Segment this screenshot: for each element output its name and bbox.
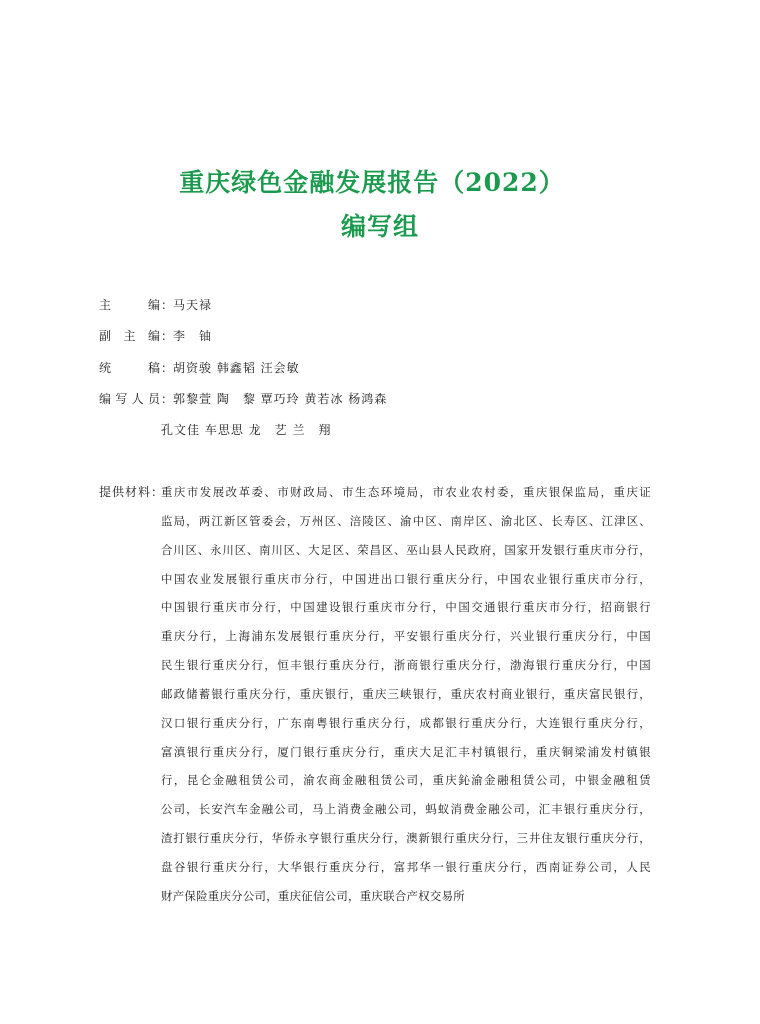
materials-line: 民生银行重庆分行，恒丰银行重庆分行，浙商银行重庆分行，渤海银行重庆分行，中国: [161, 658, 651, 673]
materials-section: [99, 484, 651, 911]
chief-editor-row: 主编 ： 马天禄: [99, 298, 213, 312]
materials-label: 提供材料：: [99, 485, 165, 499]
deputy-editor-row: 副主编 ： 李 铀: [99, 329, 213, 343]
materials-line: 盘谷银行重庆分行，大华银行重庆分行，富邦华一银行重庆分行，西南证券公司，人民: [161, 859, 651, 874]
writers-names-line1: 郭黎萱 陶 黎 覃巧玲 黄若冰 杨鸿森: [173, 392, 388, 406]
materials-line: 富滇银行重庆分行，厦门银行重庆分行，重庆大足汇丰村镇银行，重庆铜梁浦发村镇银: [161, 744, 651, 759]
materials-line: 监局，两江新区管委会，万州区、涪陵区、渝中区、南岸区、渝北区、长寿区、江津区、: [161, 513, 651, 528]
chief-editor-label: 主编: [99, 298, 161, 312]
editorial-group-heading: 编写组: [340, 212, 419, 241]
materials-list: [161, 478, 651, 911]
materials-line: 汉口银行重庆分行，广东南粤银行重庆分行，成都银行重庆分行，大连银行重庆分行，: [161, 715, 651, 730]
report-title: 重庆绿色金融发展报告（2022）: [179, 168, 565, 197]
final-editor-label: 统稿: [99, 361, 161, 375]
writers-row: 编写人员 ： 郭黎萱 陶 黎 覃巧玲 黄若冰 杨鸿森: [99, 392, 388, 406]
title-block: [0, 166, 760, 244]
materials-line: 重庆分行，上海浦东发展银行重庆分行，平安银行重庆分行，兴业银行重庆分行，中国: [161, 629, 651, 644]
final-editor-row: 统稿 ： 胡资骏 韩鑫韬 汪会敏: [99, 361, 300, 375]
deputy-editor-names: 李 铀: [173, 329, 213, 343]
materials-line: 中国银行重庆市分行，中国建设银行重庆市分行，中国交通银行重庆市分行，招商银行: [161, 600, 651, 615]
writers-names-line2: 孔文佳 车思思 龙 艺 兰 翔: [161, 423, 332, 437]
chief-editor-names: 马天禄: [173, 298, 213, 312]
deputy-editor-label: 副主编: [99, 329, 161, 343]
materials-line: 行，昆仑金融租赁公司，渝农商金融租赁公司，重庆鈊渝金融租赁公司，中银金融租赁: [161, 773, 651, 788]
materials-line: 渣打银行重庆分行，华侨永亨银行重庆分行，澳新银行重庆分行，三井住友银行重庆分行，: [161, 831, 651, 846]
materials-line: 重庆市发展改革委、市财政局、市生态环境局，市农业农村委，重庆银保监局，重庆证: [161, 485, 651, 499]
materials-line: 中国农业发展银行重庆市分行，中国进出口银行重庆分行，中国农业银行重庆市分行，: [161, 571, 651, 586]
writers-label: 编写人员: [99, 392, 161, 406]
materials-line: 公司，长安汽车金融公司，马上消费金融公司，蚂蚁消费金融公司，汇丰银行重庆分行，: [161, 802, 651, 817]
materials-line: 合川区、永川区、南川区、大足区、荣昌区、巫山县人民政府，国家开发银行重庆市分行，: [161, 542, 651, 557]
final-editor-names: 胡资骏 韩鑫韬 汪会敏: [173, 361, 300, 375]
materials-line: 邮政储蓄银行重庆分行，重庆银行，重庆三峡银行，重庆农村商业银行，重庆富民银行，: [161, 686, 651, 701]
materials-line: 财产保险重庆分公司，重庆征信公司，重庆联合产权交易所: [161, 888, 465, 903]
